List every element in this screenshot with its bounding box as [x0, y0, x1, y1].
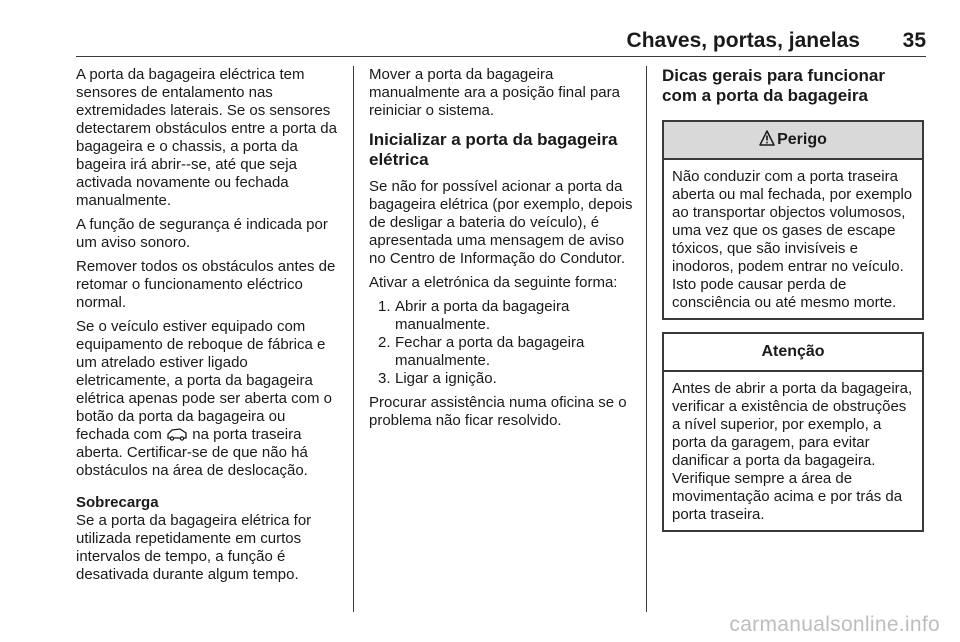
- danger-text: Não conduzir com a porta traseira aberta ou mal fechada, por exemplo ao transportar objectos volumosos, uma vez que os gases de escape tóxicos, que são invisíveis e inodoros, podem entrar no veículo. Isto pode causar perda de consciência ou até mesmo morte.: [672, 168, 913, 311]
- danger-title: Perigo: [777, 131, 827, 148]
- paragraph-move-manually: Mover a porta da bagageira manualmente ara a posição final para reiniciar o sistema.: [369, 66, 620, 119]
- paragraph-remove-obstacles: Remover todos os obstáculos antes de retomar o funcionamento eléctrico normal.: [76, 258, 336, 311]
- column-1: [76, 66, 342, 590]
- towing-text-a: Se o veículo estiver equipado com equipamento de reboque de fábrica e um atrelado estiver ligado eletricamente, a porta da bagageira elétrica apenas pode ser aberta com o botão da porta da bagageira ou fechada com: [76, 318, 332, 443]
- column-divider-1: [353, 66, 354, 612]
- list-item: 2. Fechar a porta da bagageira manualmente.: [378, 334, 585, 369]
- towing-text-b: na porta traseira aberta. Certificar-se de que não há obstáculos na área de deslocação.: [76, 426, 308, 479]
- danger-box: [662, 120, 924, 320]
- column-3: [662, 66, 924, 532]
- warning-triangle-icon: [759, 130, 775, 146]
- paragraph-activate: Ativar a eletrónica da seguinte forma:: [369, 274, 618, 291]
- car-tailgate-icon: [166, 427, 188, 441]
- paragraph-overload: Se a porta da bagageira elétrica for utilizada repetidamente em curtos intervalos de tempo, a função é desativada durante algum tempo.: [76, 512, 312, 583]
- list-item: 3. Ligar a ignição.: [378, 370, 497, 387]
- watermark: carmanualsonline.info: [729, 613, 940, 636]
- page-number: 35: [902, 29, 926, 52]
- paragraph-safety-signal: A função de segurança é indicada por um aviso sonoro.: [76, 216, 328, 251]
- caution-box: [662, 332, 924, 532]
- column-divider-2: [646, 66, 647, 612]
- heading-initialize: Inicializar a porta da bagageira elétrica: [369, 130, 618, 169]
- paragraph-pinch-sensors: A porta da bagageira eléctrica tem sensores de entalamento nas extremidades laterais. Se os sensores detectarem obstáculos entre a porta da bagageira e o chassis, a porta da bageira irá abrir--se, até que seja activada novamente ou fechada manualmente.: [76, 66, 337, 209]
- heading-general-tips: Dicas gerais para funcionar com a porta da bagageira: [662, 66, 885, 105]
- paragraph-init-message: Se não for possível acionar a porta da bagageira elétrica (por exemplo, depois de desligar a bateria do veículo), é apresentada uma mensagem de aviso no Centro de Informação do Condutor.: [369, 178, 633, 267]
- danger-box-header: [664, 122, 922, 160]
- list-item: 1. Abrir a porta da bagageira manualmente.: [378, 298, 570, 333]
- page-header-title: Chaves, portas, janelas: [626, 29, 860, 52]
- caution-box-header: Atenção: [664, 334, 922, 372]
- caution-text: Antes de abrir a porta da bagageira, verificar a existência de obstruções a nível superior, por exemplo, a porta da garagem, para evitar danificar a porta da bagageira. Verifique sempre a área de movimentação acima e por trás da porta traseira.: [672, 380, 913, 523]
- steps-list: [369, 298, 635, 388]
- header-rule: [76, 56, 926, 57]
- paragraph-workshop: Procurar assistência numa oficina se o problema não ficar resolvido.: [369, 394, 627, 429]
- paragraph-towing: [76, 318, 342, 480]
- heading-overload: Sobrecarga: [76, 494, 159, 511]
- column-2: [369, 66, 635, 436]
